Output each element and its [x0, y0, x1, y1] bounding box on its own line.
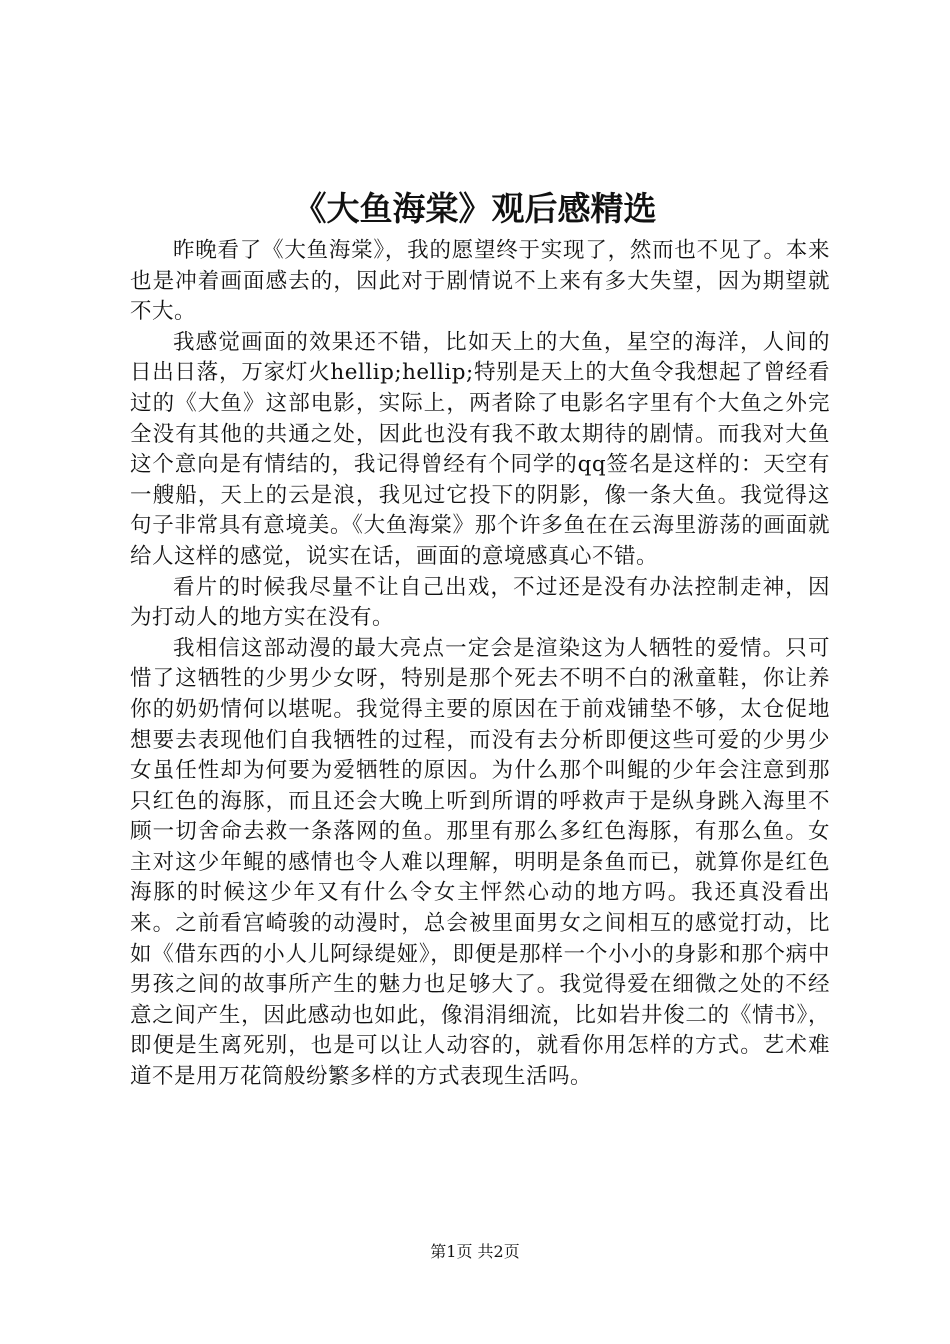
page-number-footer: 第1页 共2页 [430, 1242, 520, 1261]
paragraph: 我感觉画面的效果还不错，比如天上的大鱼，星空的海洋，人间的日出日落，万家灯火hellip;hellip;特别是天上的大鱼令我想起了曾经看过的《大鱼》这部电影，实际上，两者除了电影名字里有个大鱼之外完全没有其他的共通之处，因此也没有我不敢太期待的剧情。而我对大鱼这个意向是有情结的，我记得曾经有个同学的qq签名是这样的：天空有一艘船，天上的云是浪，我见过它投下的阴影，像一条大鱼。我觉得这句子非常具有意境美。《大鱼海棠》那个许多鱼在在云海里游荡的画面就给人这样的感觉，说实在话，画面的意境感真心不错。 [130, 329, 830, 569]
document-body [130, 236, 830, 1093]
paragraph: 我相信这部动漫的最大亮点一定会是渲染这为人牺牲的爱情。只可惜了这牺牲的少男少女呀，特别是那个死去不明不白的湫童鞋，你让养你的奶奶情何以堪呢。我觉得主要的原因在于前戏铺垫不够，太仓促地想要去表现他们自我牺牲的过程，而没有去分析即便这些可爱的少男少女虽任性却为何要为爱牺牲的原因。为什么那个叫鲲的少年会注意到那只红色的海豚，而且还会大晚上听到所谓的呼救声于是纵身跳入海里不顾一切舍命去救一条落网的鱼。那里有那么多红色海豚，有那么鱼。女主对这少年鲲的感情也令人难以理解，明明是条鱼而已，就算你是红色海豚的时候这少年又有什么令女主怦然心动的地方吗。我还真没看出来。之前看宫崎骏的动漫时，总会被里面男女之间相互的感觉打动，比如《借东西的小人儿阿绿缇娅》，即便是那样一个小小的身影和那个病中男孩之间的故事所产生的魅力也足够大了。我觉得爱在细微之处的不经意之间产生，因此感动也如此，像涓涓细流，比如岩井俊二的《情书》，即便是生离死别，也是可以让人动容的，就看你用怎样的方式。艺术难道不是用万花筒般纷繁多样的方式表现生活吗。 [130, 635, 830, 1090]
paragraph: 看片的时候我尽量不让自己出戏，不过还是没有办法控制走神，因为打动人的地方实在没有。 [130, 574, 830, 631]
paragraph: 昨晚看了《大鱼海棠》，我的愿望终于实现了，然而也不见了。本来也是冲着画面感去的，因此对于剧情说不上来有多大失望，因为期望就不大。 [130, 238, 830, 325]
document-title: 《大鱼海棠》观后感精选 [293, 189, 657, 228]
